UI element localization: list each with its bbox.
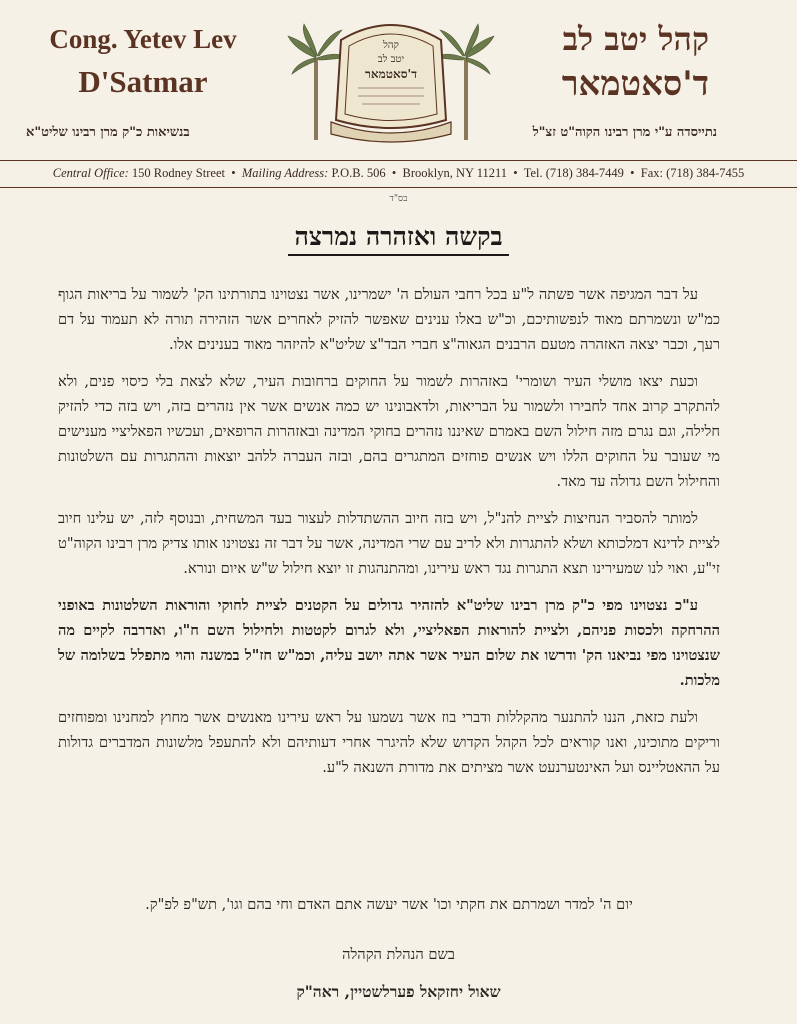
- signature-org: בשם הנהלת הקהלה: [342, 946, 455, 963]
- emblem-text-line2: יטב לב: [377, 54, 405, 65]
- org-name-hebrew-line1: קהל יטב לב: [562, 20, 709, 58]
- address-line: [0, 166, 797, 181]
- bsd-mark: בס"ד: [389, 194, 408, 204]
- closing-line: יום ה' למדר ושמרתם את חקתי וכו' אשר יעשה אתם האדם וחי בהם וגו', תש"פ לפ"ק.: [145, 896, 633, 913]
- signature-name: שאול יחזקאל פערלשטיין, ראה"ק: [296, 982, 501, 1001]
- paragraph: וכעת יצאו מושלי העיר ושומרי' באזהרות לשמור על החוקים ברחובות העיר, שלא לצאת בלי כיסוי פנים, ולא להתקרב קרוב אחד לחבירו ולשמור על הבריאות, ולדאבונינו יש כמה אנשים אשר אין נזהרים בזה, ויש בזה כדי להזיק חלילה, וגם נגרם מזה חילול השם באמרם שאיננו נזהרים בחוקי המדינה ובאזהרות הרופאים, ועכשיו הפאליציי מענישים מי שעובר על החוקים הללו ויש אנשים פוחזים המתגרים בהם, ובזה העברה ללהב יוצאות וההתגרות עם השלטונות והחילול השם גדולה עד מאד.: [58, 373, 720, 490]
- telephone: Tel. (718) 384-7449: [523, 166, 624, 180]
- separator: •: [513, 166, 518, 180]
- fax: Fax: (718) 384-7455: [640, 166, 745, 180]
- separator: •: [391, 166, 397, 180]
- letter-body: [58, 282, 720, 792]
- separator: •: [630, 166, 635, 180]
- org-name-hebrew-line2: ד'סאטמאר: [561, 64, 709, 104]
- mailing-address-label: Mailing Address:: [241, 166, 329, 180]
- mailing-address-value: P.O.B. 506: [331, 166, 386, 180]
- city: Brooklyn, NY 11211: [402, 166, 508, 180]
- paragraph: על דבר המגיפה אשר פשתה ל"ע בכל רחבי העולם ה' ישמרינו, אשר נצטוינו בתורתינו הק' לשמור על בריאות הגוף כמ"ש ונשמרתם מאוד לנפשותיכם, וכ"ש באלו ענינים שאפשר להזיק לאחרים אשר הזהירה תורה לא תעמוד על דם רעך, וכבר יצאה האזהרה מטעם הרבנים הגאוה"צ חברי הבד"צ שליט"א להיזהר מאוד בענינים אלו.: [58, 286, 720, 353]
- separator: •: [231, 166, 236, 180]
- paragraph: ולעת כזאת, הננו להתנער מהקללות ודברי בוז אשר נשמעו על ראש עירינו מאנשים אשר מחוץ למחנינו ומפוחזים וריקים מתוכינו, ואנו קוראים לכל הקהל הקדוש שלא להיגרר אחרי דעותיהם ולא להתעפל מלשונות המדברים גדולות על ההאטליינס ועל האינטערנעט אשר מציתים את מדורת השנאה ל"ע.: [58, 709, 720, 776]
- paragraph: למותר להסביר הנחיצות לציית להנ"ל, ויש בזה חיוב ההשתדלות לעצור בעד המשחית, ובנוסף לזה, יש עלינו חיוב לציית לדינא דמלכותא ושלא להתגרות ולא לריב עם שרי המדינה, אשר על דבר זה נצטוינו אותו צדיק מרן רבינו הקוה"ט זי"ע, ואוי לנו שמעירינו תצא התגרות נגד ראש עירינו, ומהתנהגות זו יוצא חילול ש"ש איום ונורא.: [58, 510, 720, 577]
- org-name-english-line1: Cong. Yetev Lev: [49, 24, 237, 54]
- founder-line: נתייסדה ע"י מרן רבינו הקוה"ט זצ"ל: [532, 125, 717, 140]
- congregation-emblem-icon: [286, 10, 496, 150]
- central-office-label: Central Office:: [52, 166, 129, 180]
- central-office-value: 150 Rodney Street: [131, 166, 225, 180]
- document-title-text: בקשה ואזהרה נמרצה: [288, 222, 508, 256]
- presidency-line: בנשיאות כ"ק מרן רבינו שליט"א: [26, 125, 190, 140]
- header-divider-bottom: [0, 187, 797, 188]
- document-title: [0, 222, 797, 252]
- org-name-english-line2: D'Satmar: [78, 64, 208, 99]
- emblem-text-line1: קהל: [383, 40, 399, 51]
- header-divider-top: [0, 160, 797, 161]
- letterhead: [0, 0, 797, 160]
- emblem-text-line3: ד'סאטמאר: [365, 67, 417, 81]
- paragraph-emphasized: ע"כ נצטוינו מפי כ"ק מרן רבינו שליט"א להזהיר גדולים על הקטנים לציית לחוקי והוראות השלטונות באופני ההרחקה ולכסות פניהם, ולציית להוראות הפאליציי, ולא לגרום לקטטות ולחילול השם ח"ו, ואדרבה לקיים מה שנצטוינו מפי נביאנו הק' ודרשו את שלום העיר אשר אתה יושב עליה, וכמ"ש חז"ל במשנה והוי מתפלל בשלומה של מלכות.: [58, 597, 720, 689]
